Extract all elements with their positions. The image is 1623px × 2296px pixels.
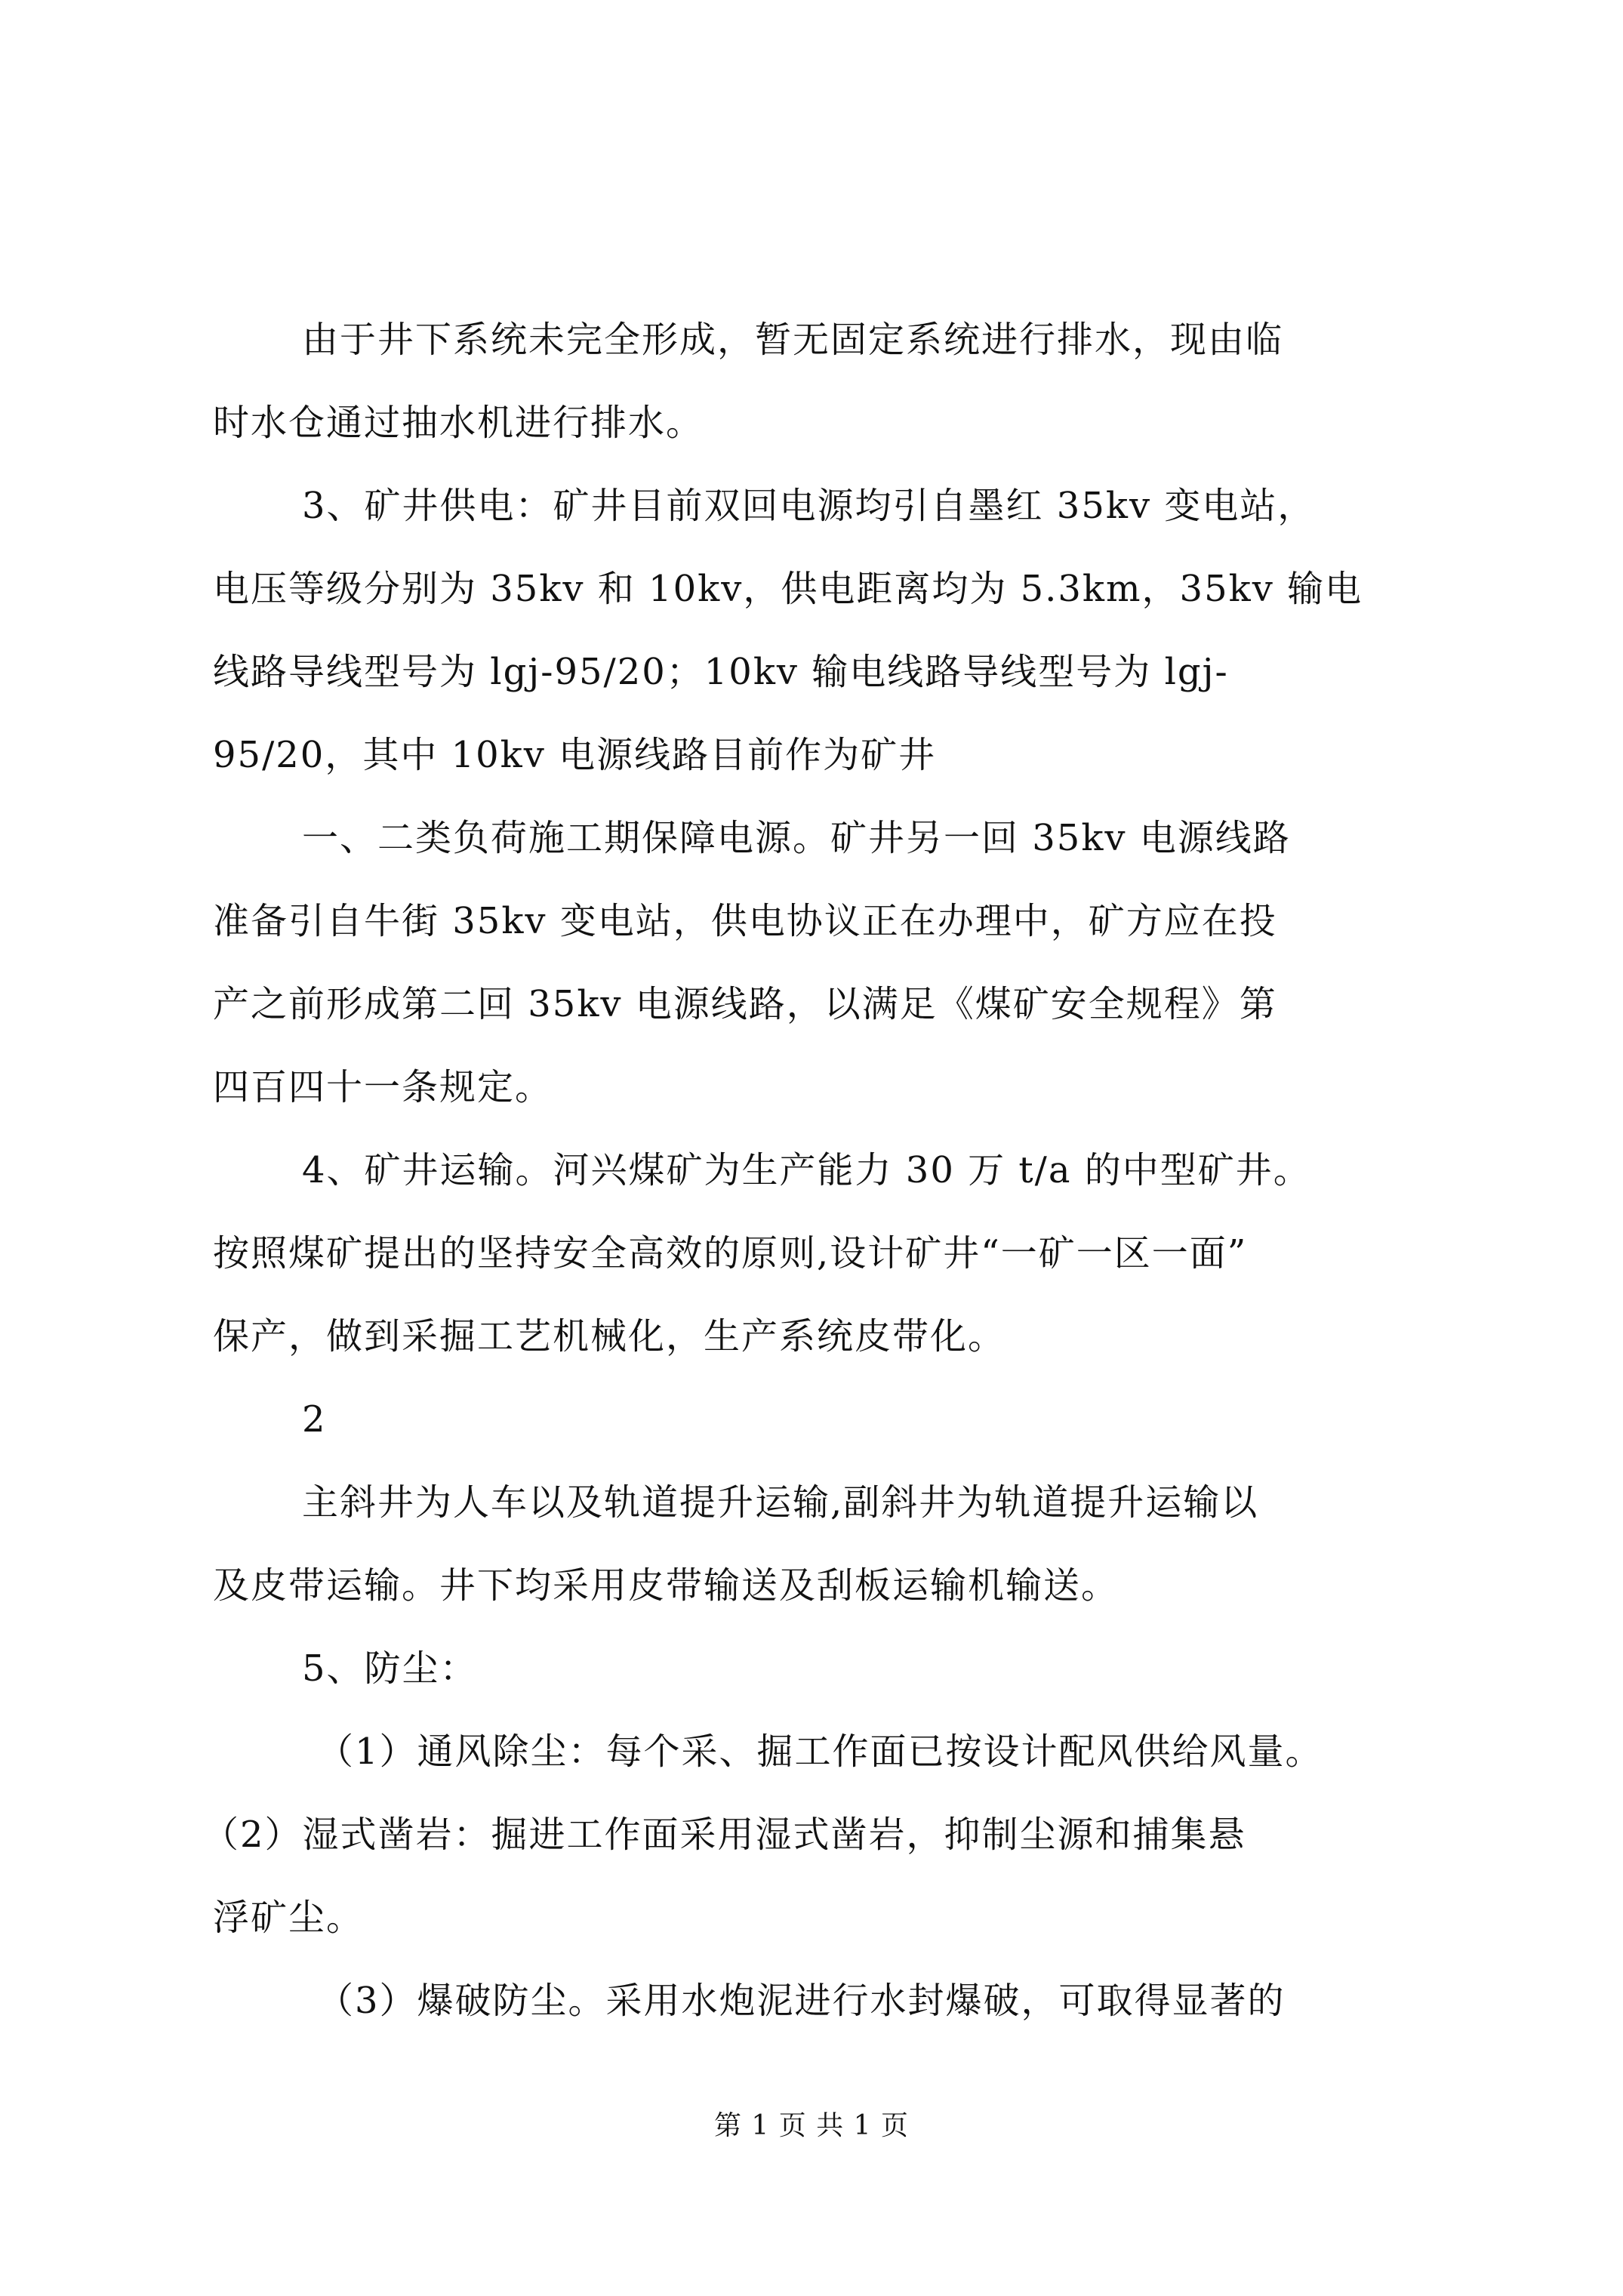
text-line: （2）湿式凿岩：掘进工作面采用湿式凿岩，抑制尘源和捕集悬 xyxy=(202,1814,1246,1856)
text-line: 5、防尘： xyxy=(302,1647,478,1690)
text-line: 95/20，其中 10kv 电源线路目前作为矿井 xyxy=(213,734,937,776)
text-line: 主斜井为人车以及轨道提升运输,副斜井为轨道提升运输以 xyxy=(302,1481,1259,1524)
text-line: 按照煤矿提出的坚持安全高效的原则,设计矿井“一矿一区一面” xyxy=(213,1232,1248,1274)
text-line: 由于井下系统未完全形成，暂无固定系统进行排水，现由临 xyxy=(302,319,1284,361)
text-line: 电压等级分别为 35kv 和 10kv，供电距离均为 5.3km，35kv 输电 xyxy=(213,568,1363,610)
text-line: 线路导线型号为 lgj-95/20；10kv 输电线路导线型号为 lgj- xyxy=(213,651,1229,693)
text-line: （1）通风除尘：每个采、掘工作面已按设计配风供给风量。 xyxy=(317,1730,1323,1773)
text-line: 时水仓通过抽水机进行排水。 xyxy=(213,402,704,444)
text-line: 准备引自牛街 35kv 变电站，供电协议正在办理中，矿方应在投 xyxy=(213,900,1277,942)
text-line: 浮矿尘。 xyxy=(213,1897,365,1939)
text-line: 及皮带运输。井下均采用皮带输送及刮板运输机输送。 xyxy=(213,1564,1119,1607)
text-line: 四百四十一条规定。 xyxy=(213,1066,553,1108)
text-line: 产之前形成第二回 35kv 电源线路，以满足《煤矿安全规程》第 xyxy=(213,983,1277,1025)
page-number-inline: 2 xyxy=(302,1398,327,1441)
text-line: 一、二类负荷施工期保障电源。矿井另一回 35kv 电源线路 xyxy=(302,817,1291,859)
text-line: 4、矿井运输。河兴煤矿为生产能力 30 万 t/a 的中型矿井。 xyxy=(302,1149,1311,1191)
text-line: 3、矿井供电：矿井目前双回电源均引自墨红 35kv 变电站， xyxy=(302,485,1316,527)
page-footer: 第 1 页 共 1 页 xyxy=(713,2110,910,2141)
text-line: （3）爆破防尘。采用水炮泥进行水封爆破，可取得显著的 xyxy=(317,1980,1286,2022)
text-line: 保产，做到采掘工艺机械化，生产系统皮带化。 xyxy=(213,1315,1006,1358)
